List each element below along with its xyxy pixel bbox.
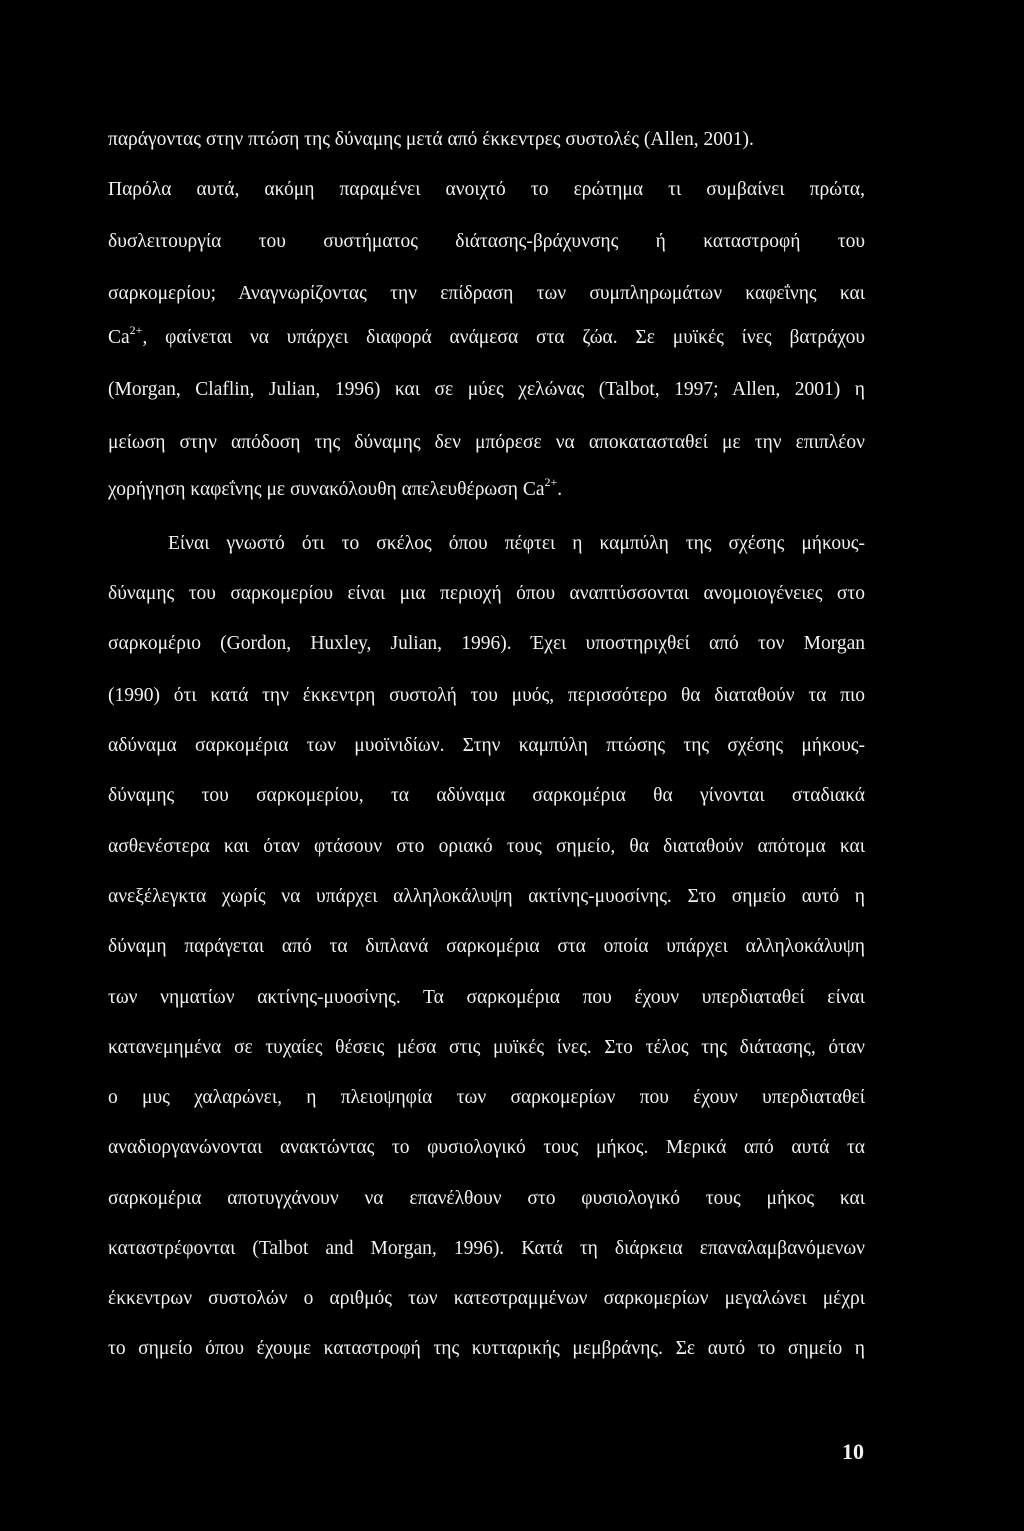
text-line: μείωση στην απόδοση της δύναμης δεν μπόρεσε να αποκατασταθεί με την επιπλέον — [108, 432, 865, 453]
text-line: καταστρέφονται (Talbot and Morgan, 1996). Κατά τη διάρκεια επαναλαμβανόμενων — [108, 1238, 865, 1259]
ion-charge-superscript: 2+ — [129, 323, 143, 337]
text-line: το σημείο όπου έχουμε καταστροφή της κυτταρικής μεμβράνης. Σε αυτό το σημείο η — [108, 1338, 865, 1359]
text-line: των νηματίων ακτίνης-μυοσίνης. Τα σαρκομέρια που έχουν υπερδιαταθεί είναι — [108, 987, 865, 1008]
text-line: ασθενέστερα και όταν φτάσουν στο οριακό τους σημείο, θα διαταθούν απότομα και — [108, 836, 865, 857]
text-line — [108, 477, 865, 503]
text-line: σαρκομέρια αποτυγχάνουν να επανέλθουν στο φυσιολογικό τους μήκος και — [108, 1188, 865, 1209]
text-line-rest: , φαίνεται να υπάρχει διαφορά ανάμεσα στα ζώα. Σε μυϊκές ίνες βατράχου — [142, 327, 865, 348]
text-line: δυσλειτουργία του συστήματος διάτασης-βράχυνσης ή καταστροφή του — [108, 231, 865, 252]
text-line: (Morgan, Claflin, Julian, 1996) και σε μύες χελώνας (Talbot, 1997; Allen, 2001) η — [108, 379, 865, 400]
text-line: κατανεμημένα σε τυχαίες θέσεις μέσα στις μυϊκές ίνες. Στο τέλος της διάτασης, όταν — [108, 1037, 865, 1058]
text-line: (1990) ότι κατά την έκκεντρη συστολή του μυός, περισσότερο θα διαταθούν τα πιο — [108, 685, 865, 706]
text-line: αναδιοργανώνονται ανακτώντας το φυσιολογικό τους μήκος. Μερικά από αυτά τα — [108, 1137, 865, 1158]
calcium-symbol: Ca — [108, 327, 130, 348]
text-line: Παρόλα αυτά, ακόμη παραμένει ανοιχτό το ερώτημα τι συμβαίνει πρώτα, — [108, 179, 865, 200]
text-line: δύναμης του σαρκομερίου, τα αδύναμα σαρκομέρια θα γίνονται σταδιακά — [108, 785, 865, 806]
text-line: παράγοντας στην πτώση της δύναμης μετά από έκκεντρες συστολές (Allen, 2001). — [108, 129, 754, 150]
text-line: δύναμη παράγεται από τα διπλανά σαρκομέρια στα οποία υπάρχει αλληλοκάλυψη — [108, 936, 865, 957]
text-line: ανεξέλεγκτα χωρίς να υπάρχει αλληλοκάλυψη ακτίνης-μυοσίνης. Στο σημείο αυτό η — [108, 886, 865, 907]
text-line-end: . — [557, 479, 563, 500]
ion-charge-superscript: 2+ — [544, 475, 558, 489]
paragraph-first-line: Είναι γνωστό ότι το σκέλος όπου πέφτει η καμπύλη της σχέσης μήκους- — [168, 533, 865, 554]
text-line: έκκεντρων συστολών ο αριθμός των κατεστραμμένων σαρκομερίων μεγαλώνει μέχρι — [108, 1288, 865, 1309]
text-line: σαρκομερίου; Αναγνωρίζοντας την επίδραση των συμπληρωμάτων καφεΐνης και — [108, 283, 865, 304]
text-line: σαρκομέριο (Gordon, Huxley, Julian, 1996). Έχει υποστηριχθεί από τον Morgan — [108, 633, 865, 654]
text-line: ο μυς χαλαρώνει, η πλειοψηφία των σαρκομερίων που έχουν υπερδιαταθεί — [108, 1087, 865, 1108]
page-number: 10 — [842, 1439, 864, 1464]
text-line: δύναμης του σαρκομερίου είναι μια περιοχή όπου αναπτύσσονται ανομοιογένειες στο — [108, 583, 865, 604]
text-line: αδύναμα σαρκομέρια των μυοϊνιδίων. Στην καμπύλη πτώσης της σχέσης μήκους- — [108, 735, 865, 756]
text-line-start: χορήγηση καφεΐνης με συνακόλουθη απελευθέρωση Ca — [108, 479, 545, 500]
text-line — [108, 325, 865, 351]
